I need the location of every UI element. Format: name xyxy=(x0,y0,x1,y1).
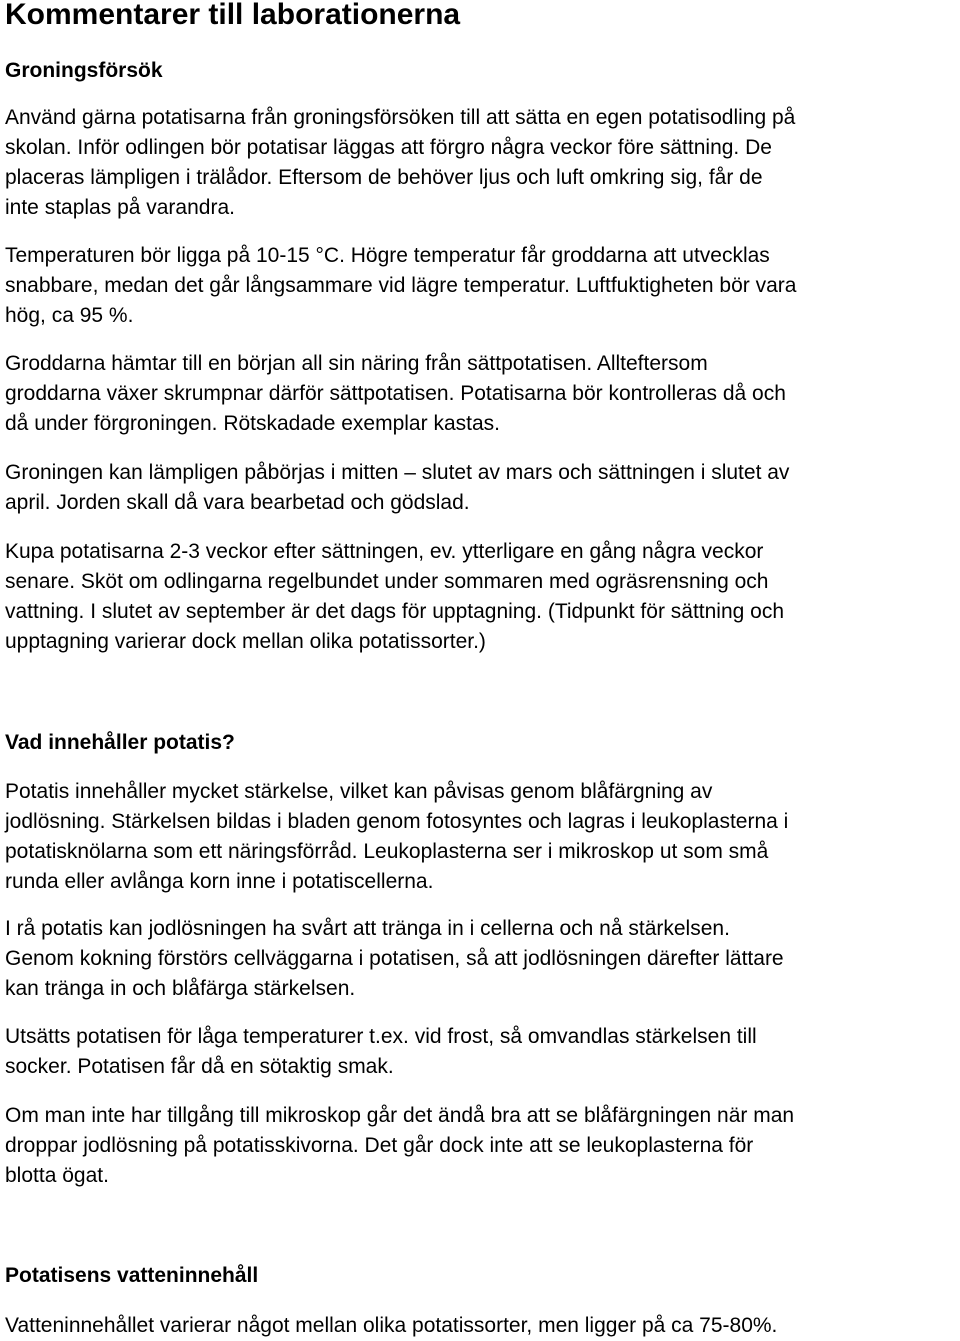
text-line: potatisknölarna som ett näringsförråd. Leukoplasterna ser i mikroskop ut som små xyxy=(5,840,769,863)
text-line: Vatteninnehållet varierar något mellan olika potatissorter, men ligger på ca 75-80%. xyxy=(5,1314,778,1337)
text-line: Groningen kan lämpligen påbörjas i mitten – slutet av mars och sättningen i slutet av xyxy=(5,461,790,484)
text-line: Utsätts potatisen för låga temperaturer t.ex. vid frost, så omvandlas stärkelsen till xyxy=(5,1025,757,1048)
paragraph xyxy=(5,914,955,1004)
text-line: Kupa potatisarna 2-3 veckor efter sättningen, ev. ytterligare en gång några veckor xyxy=(5,540,764,563)
text-line: Temperaturen bör ligga på 10-15 °C. Högre temperatur får groddarna att utvecklas xyxy=(5,244,770,267)
paragraph xyxy=(5,1311,955,1341)
text-line: blotta ögat. xyxy=(5,1164,109,1187)
paragraph xyxy=(5,458,955,518)
text-line: runda eller avlånga korn inne i potatiscellerna. xyxy=(5,870,434,893)
text-line: upptagning varierar dock mellan olika potatissorter.) xyxy=(5,630,486,653)
text-line: senare. Sköt om odlingarna regelbundet under sommaren med ogräsrensning och xyxy=(5,570,769,593)
section-heading-groningsforsok: Groningsförsök xyxy=(5,59,163,82)
text-line: inte staplas på varandra. xyxy=(5,196,235,219)
text-line: april. Jorden skall då vara bearbetad och gödslad. xyxy=(5,491,470,514)
paragraph xyxy=(5,241,955,331)
text-line: socker. Potatisen får då en sötaktig smak. xyxy=(5,1055,394,1078)
section-heading-vatteninnehall: Potatisens vatteninnehåll xyxy=(5,1264,259,1287)
text-line: droppar jodlösning på potatisskivorna. Det går dock inte att se leukoplasterna för xyxy=(5,1134,754,1157)
text-line: hög, ca 95 %. xyxy=(5,304,134,327)
text-line: Genom kokning förstörs cellväggarna i potatisen, så att jodlösningen därefter lättare xyxy=(5,947,784,970)
paragraph xyxy=(5,103,955,223)
paragraph xyxy=(5,349,955,439)
paragraph xyxy=(5,1101,955,1191)
paragraph xyxy=(5,777,955,897)
paragraph xyxy=(5,1022,955,1082)
text-line: skolan. Inför odlingen bör potatisar läggas att förgro några veckor före sättning. De xyxy=(5,136,772,159)
text-line: snabbare, medan det går långsammare vid lägre temperatur. Luftfuktigheten bör vara xyxy=(5,274,797,297)
text-line: Använd gärna potatisarna från groningsförsöken till att sätta en egen potatisodling på xyxy=(5,106,796,129)
text-line: Om man inte har tillgång till mikroskop går det ändå bra att se blåfärgningen när man xyxy=(5,1104,795,1127)
text-line: jodlösning. Stärkelsen bildas i bladen genom fotosyntes och lagras i leukoplasterna i xyxy=(5,810,789,833)
text-line: då under förgroningen. Rötskadade exemplar kastas. xyxy=(5,412,500,435)
text-line: kan tränga in och blåfärga stärkelsen. xyxy=(5,977,356,1000)
section-heading-vad-innehaller-potatis: Vad innehåller potatis? xyxy=(5,731,235,754)
text-line: groddarna växer skrumpnar därför sättpotatisen. Potatisarna bör kontrolleras då och xyxy=(5,382,786,405)
text-line: Potatis innehåller mycket stärkelse, vilket kan påvisas genom blåfärgning av xyxy=(5,780,713,803)
text-line: vattning. I slutet av september är det dags för upptagning. (Tidpunkt för sättning och xyxy=(5,600,785,623)
text-line: placeras lämpligen i trälådor. Eftersom de behöver ljus och luft omkring sig, får de xyxy=(5,166,763,189)
text-line: I rå potatis kan jodlösningen ha svårt att tränga in i cellerna och nå stärkelsen. xyxy=(5,917,730,940)
document-title: Kommentarer till laborationerna xyxy=(5,0,461,31)
paragraph xyxy=(5,537,955,657)
text-line: Groddarna hämtar till en början all sin näring från sättpotatisen. Allteftersom xyxy=(5,352,708,375)
